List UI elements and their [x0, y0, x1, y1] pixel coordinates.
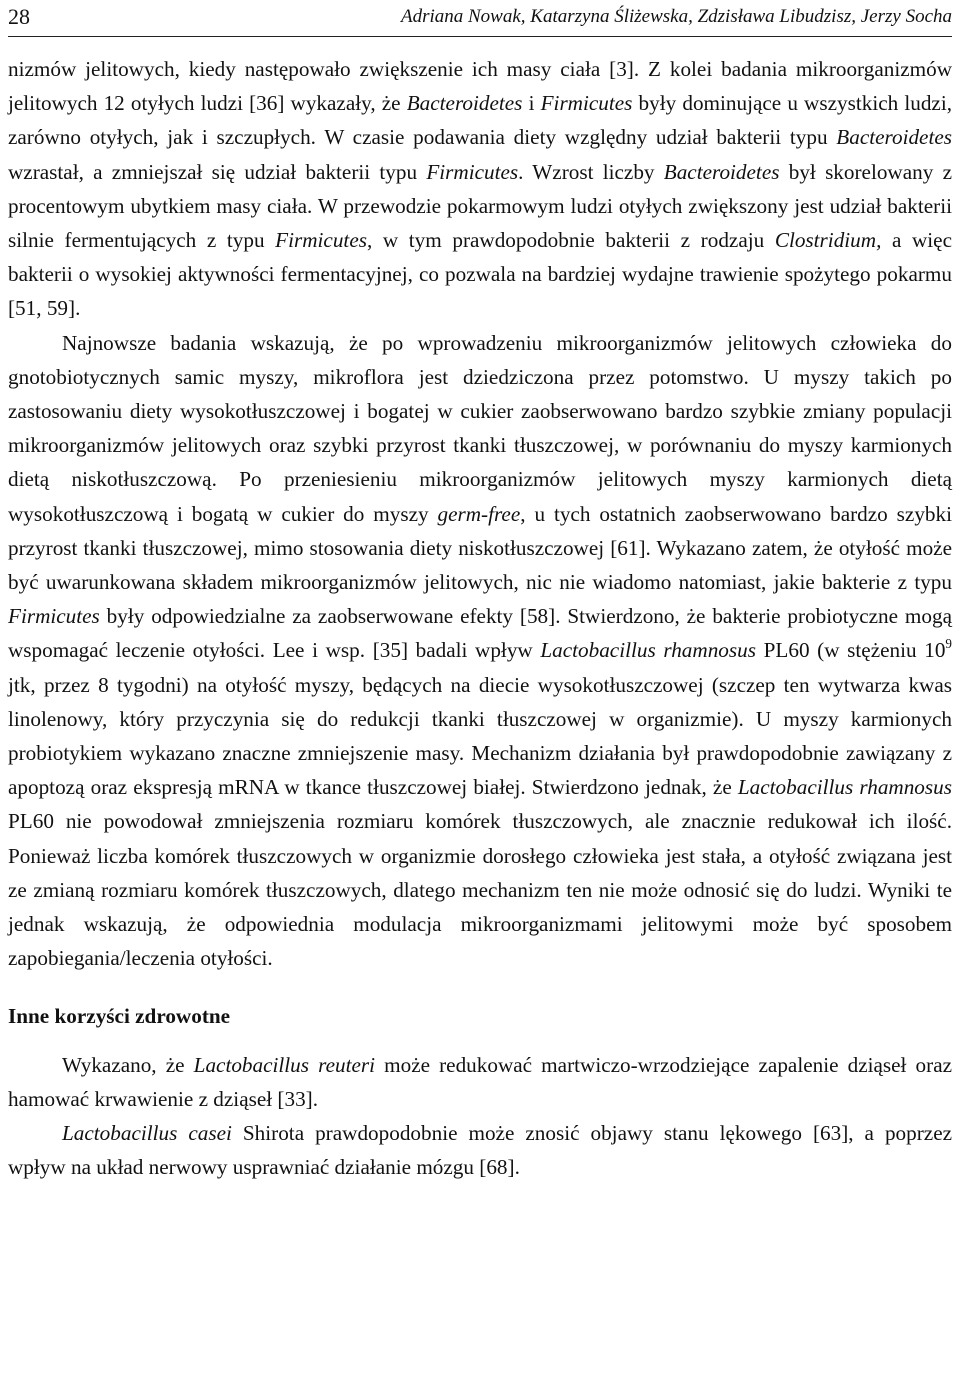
text-run: , w tym prawdopodobnie bakterii z rodzaju: [366, 228, 775, 253]
text-run: Wykazano, że: [62, 1052, 194, 1077]
italic-term: Bacteroidetes: [663, 159, 780, 184]
italic-term: Clostridium,: [774, 228, 882, 253]
text-run: był skorelowany z procentowym ubytkiem masy ciała. W przewodzie pokarmowym ludzi otyłych zwiększony jest udział bakterii silnie fermentujących z typu: [8, 159, 952, 253]
italic-term: Bacteroidetes: [406, 91, 523, 116]
italic-term: Bacteroidetes: [836, 125, 952, 150]
paragraph: [8, 326, 952, 976]
text-run: PL60 nie powodował zmniejszenia rozmiaru komórek tłuszczowych, ale znacznie redukował ich ilość. Ponieważ liczba komórek tłuszczowych w organizmie dorosłego człowieka jest stała, a otyłość związana jest ze zmianą rozmiaru komórek tłuszczowych, dlatego mechanizm ten nie może odnosić się do ludzi. Wyniki te jednak wskazują, że odpowiednia modulacja mikroorganizmami jelitowymi może być sposobem zapobiegania/leczenia otyłości.: [8, 809, 952, 971]
text-run: Najnowsze badania wskazują, że po wprowadzeniu mikroorganizmów jelitowych człowieka do gnotobiotycznych samic myszy, mikroflora jest dziedziczona przez potomstwo. U myszy takich po zastosowaniu diety wysokotłuszczowej i bogatej w cukier zaobserwowano bardzo szybkie zmiany populacji mikroorganizmów jelitowych oraz szybki przyrost tkanki tłuszczowej, w porównaniu do myszy karmionych dietą niskotłuszczową. Po przeniesieniu mikroorganizmów jelitowych myszy karmionych dietą wysokotłuszczową i bogatą w cukier do myszy: [8, 330, 952, 526]
text-run: wzrastał, a zmniejszał się udział bakterii typu: [8, 159, 427, 184]
italic-term: Lactobacillus reuteri: [193, 1052, 376, 1077]
italic-term: germ-free: [437, 501, 521, 526]
superscript: 9: [945, 636, 952, 652]
text-run: były odpowiedzialne za zaobserwowane efekty [58]. Stwierdzono, że bakterie probiotyczne mogą wspomagać leczenie otyłości. Lee i wsp. [35] badali wpływ: [8, 604, 952, 663]
page-header: [8, 2, 952, 37]
text-run: i: [522, 91, 541, 116]
text-run: . Wzrost liczby: [518, 159, 664, 184]
paragraph: [8, 1116, 952, 1184]
paragraph: [8, 52, 952, 326]
text-run: nizmów jelitowych, kiedy następowało zwiększenie ich masy ciała [3]. Z kolei badania mikroorganizmów jelitowych 12 otyłych ludzi [36] wykazały, że: [8, 57, 952, 116]
italic-term: Lactobacillus casei: [62, 1121, 232, 1146]
running-head-authors: Adriana Nowak, Katarzyna Śliżewska, Zdzisława Libudzisz, Jerzy Socha: [400, 6, 952, 27]
text-run: Shirota prawdopodobnie może znosić objawy stanu lękowego [63], a poprzez wpływ na układ nerwowy usprawniać działanie mózgu [68].: [8, 1121, 952, 1180]
italic-term: Lactobacillus rhamnosus: [540, 638, 756, 663]
italic-term: Firmicutes: [8, 604, 100, 629]
text-run: , u tych ostatnich zaobserwowano bardzo szybki przyrost tkanki tłuszczowej, mimo stosowania diety niskotłuszczowej [61]. Wykazano zatem, że otyłość może być uwarunkowana składem mikroorganizmów jelitowych, nic nie wiadomo natomiast, jakie bakterie z typu: [8, 501, 952, 595]
italic-term: Firmicutes: [540, 91, 633, 116]
article-body: [8, 52, 952, 1185]
text-run: PL60 (w stężeniu 10: [755, 638, 946, 663]
text-run: jtk, przez 8 tygodni) na otyłość myszy, będących na diecie wysokotłuszczowej (szczep ten wytwarza kwas linolenowy, który przyczynia się do redukcji tkanki tłuszczowej w organizmie). U myszy karmionych probiotykiem wykazano znaczne zmniejszenie masy. Mechanizm działania był prawdopodobnie zawiązany z apoptozą oraz ekspresją mRNA w tkance tłuszczowej białej. Stwierdzono jednak, że: [8, 672, 952, 800]
text-run: a więc bakterii o wysokiej aktywności fermentacyjnej, co pozwala na bardziej wydajne trawienie spożytego pokarmu [51, 59].: [8, 228, 952, 321]
text-run: były dominujące u wszystkich ludzi, zarówno otyłych, jak i szczupłych. W czasie podawania diety względny udział bakterii typu: [8, 91, 953, 150]
text-run: może redukować martwiczo-wrzodziejące zapalenie dziąseł oraz hamować krwawienie z dziąseł [33].: [8, 1052, 953, 1111]
page-number: 28: [8, 4, 30, 29]
italic-term: Firmicutes: [275, 228, 367, 253]
section-heading: Inne korzyści zdrowotne: [8, 1004, 231, 1029]
italic-term: Firmicutes: [426, 159, 519, 184]
paragraph: [8, 1048, 952, 1116]
italic-term: Lactobacillus rhamnosus: [737, 775, 952, 800]
